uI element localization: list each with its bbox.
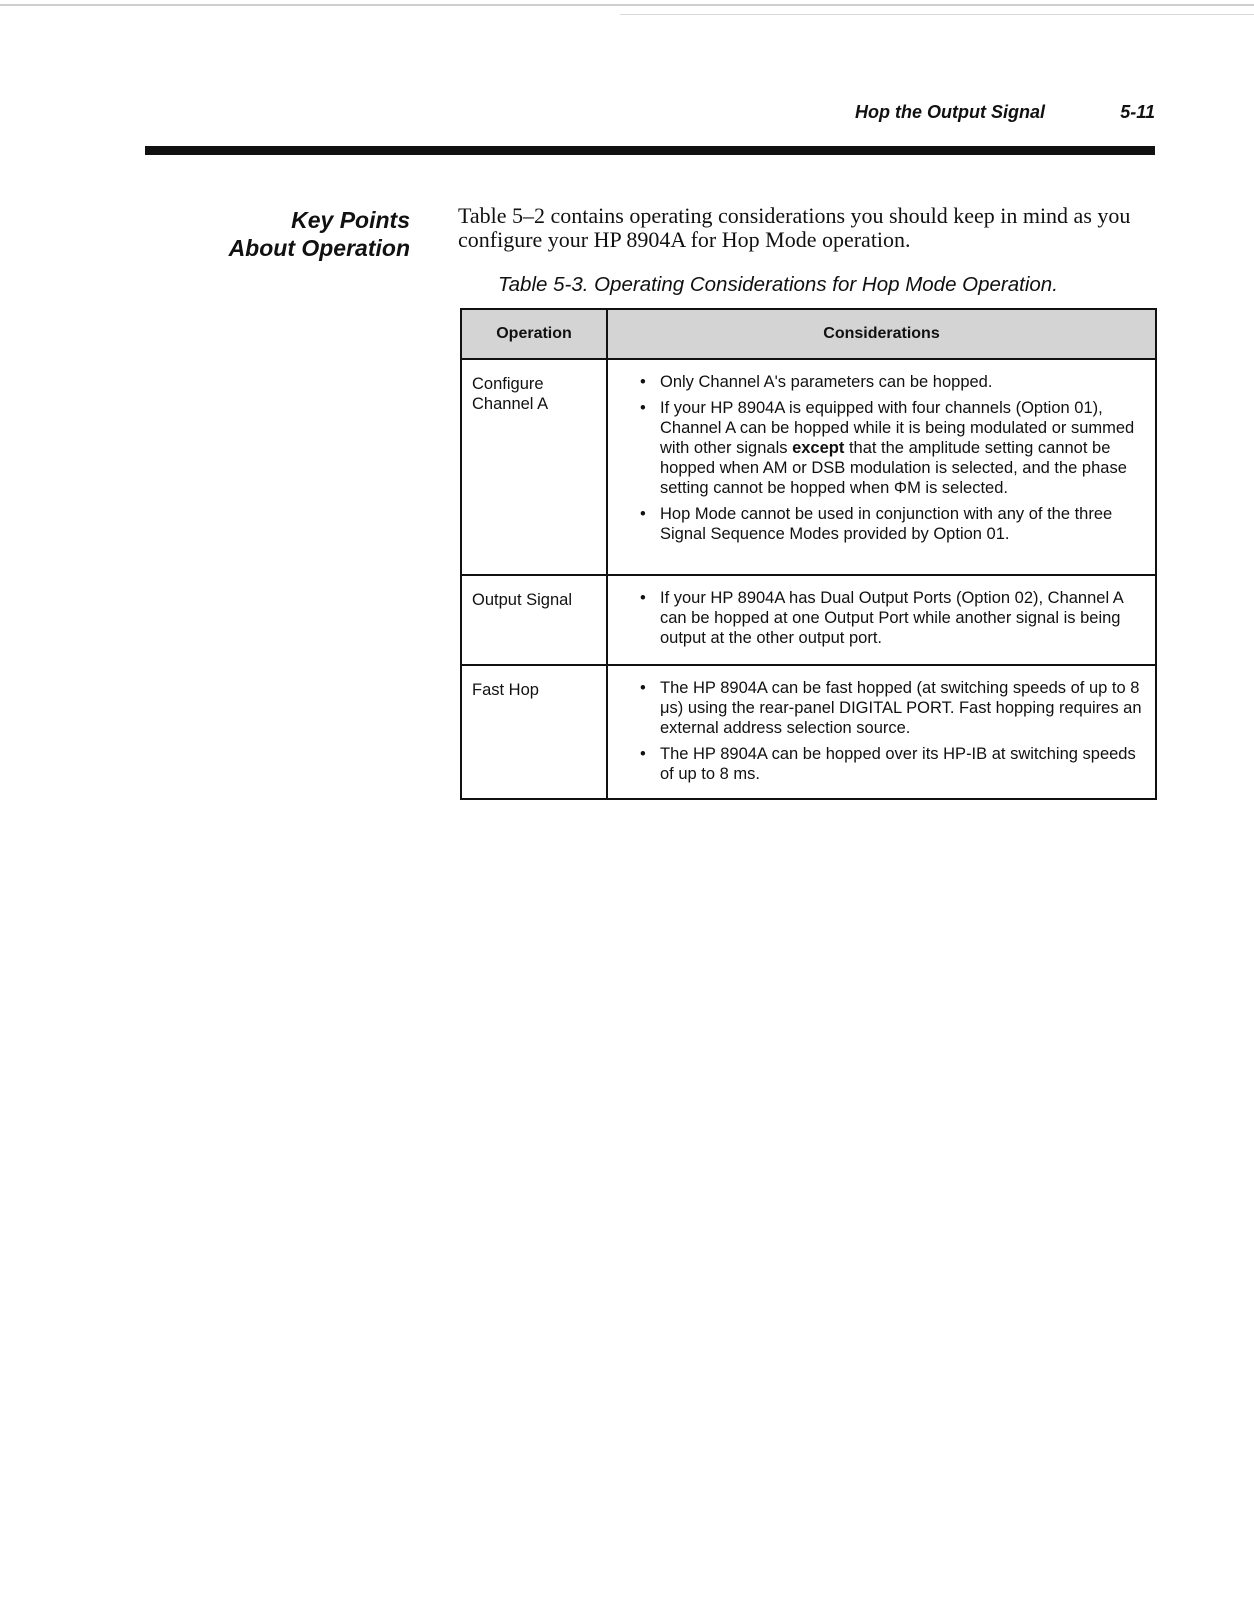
running-header bbox=[700, 102, 1155, 128]
section-title: Hop the Output Signal bbox=[855, 102, 1045, 122]
list-item bbox=[638, 744, 1147, 784]
list-item bbox=[638, 588, 1147, 648]
intro-paragraph: Table 5–2 contains operating considerations you should keep in mind as you configure your HP 8904A for Hop Mode operation. bbox=[458, 203, 1131, 252]
table-row bbox=[461, 575, 1156, 665]
table-header-row bbox=[461, 309, 1156, 359]
considerations-list bbox=[638, 678, 1147, 784]
list-item-text-end: that the amplitude setting cannot be hopped when AM or DSB modulation is selected, and the phase setting cannot be hopped when ΦM is selected. bbox=[660, 439, 1127, 497]
list-item-text: The HP 8904A can be hopped over its HP-IB at switching speeds of up to 8 ms. bbox=[660, 745, 1136, 783]
table-row bbox=[461, 359, 1156, 575]
considerations-cell bbox=[607, 359, 1156, 575]
considerations-list bbox=[638, 372, 1147, 544]
header-considerations: Considerations bbox=[607, 309, 1156, 359]
table-caption: Table 5-3. Operating Considerations for Hop Mode Operation. bbox=[498, 273, 1058, 296]
list-item bbox=[638, 398, 1147, 498]
bullet-icon: • bbox=[640, 679, 646, 697]
considerations-list bbox=[638, 588, 1147, 648]
side-heading bbox=[190, 206, 410, 262]
bullet-icon: • bbox=[640, 399, 646, 417]
considerations-cell bbox=[607, 575, 1156, 665]
list-item bbox=[638, 678, 1147, 738]
side-heading-line-1: Key Points bbox=[291, 207, 410, 233]
header-rule bbox=[145, 146, 1155, 155]
operation-cell: Fast Hop bbox=[461, 665, 607, 799]
operation-cell: Output Signal bbox=[461, 575, 607, 665]
bullet-icon: • bbox=[640, 373, 646, 391]
table-row bbox=[461, 665, 1156, 799]
considerations-cell bbox=[607, 665, 1156, 799]
operation-cell: Configure Channel A bbox=[461, 359, 607, 575]
emphasis-text: except bbox=[792, 439, 845, 457]
bullet-icon: • bbox=[640, 745, 646, 763]
scan-edge-line-secondary bbox=[620, 14, 1254, 15]
bullet-icon: • bbox=[640, 505, 646, 523]
header-operation: Operation bbox=[461, 309, 607, 359]
list-item-text: The HP 8904A can be fast hopped (at switching speeds of up to 8 μs) using the rear-panel DIGITAL PORT. Fast hopping requires an external address selection source. bbox=[660, 679, 1142, 737]
side-heading-line-2: About Operation bbox=[228, 235, 410, 261]
list-item-text: If your HP 8904A has Dual Output Ports (Option 02), Channel A can be hopped at one Output Port while another signal is being output at the other output port. bbox=[660, 589, 1123, 647]
operating-considerations-table bbox=[460, 308, 1157, 800]
scan-edge-line bbox=[0, 4, 1254, 6]
list-item bbox=[638, 504, 1147, 544]
page-number: 5-11 bbox=[1120, 102, 1155, 122]
list-item bbox=[638, 372, 1147, 392]
bullet-icon: • bbox=[640, 589, 646, 607]
list-item-text-start: If your HP 8904A is equipped with four channels (Option 01), Channel A can be hopped while it is being modulated or summed with other signals bbox=[660, 399, 1135, 457]
list-item-text: Hop Mode cannot be used in conjunction with any of the three Signal Sequence Modes provided by Option 01. bbox=[660, 505, 1113, 543]
list-item-text: Only Channel A's parameters can be hopped. bbox=[660, 373, 993, 391]
